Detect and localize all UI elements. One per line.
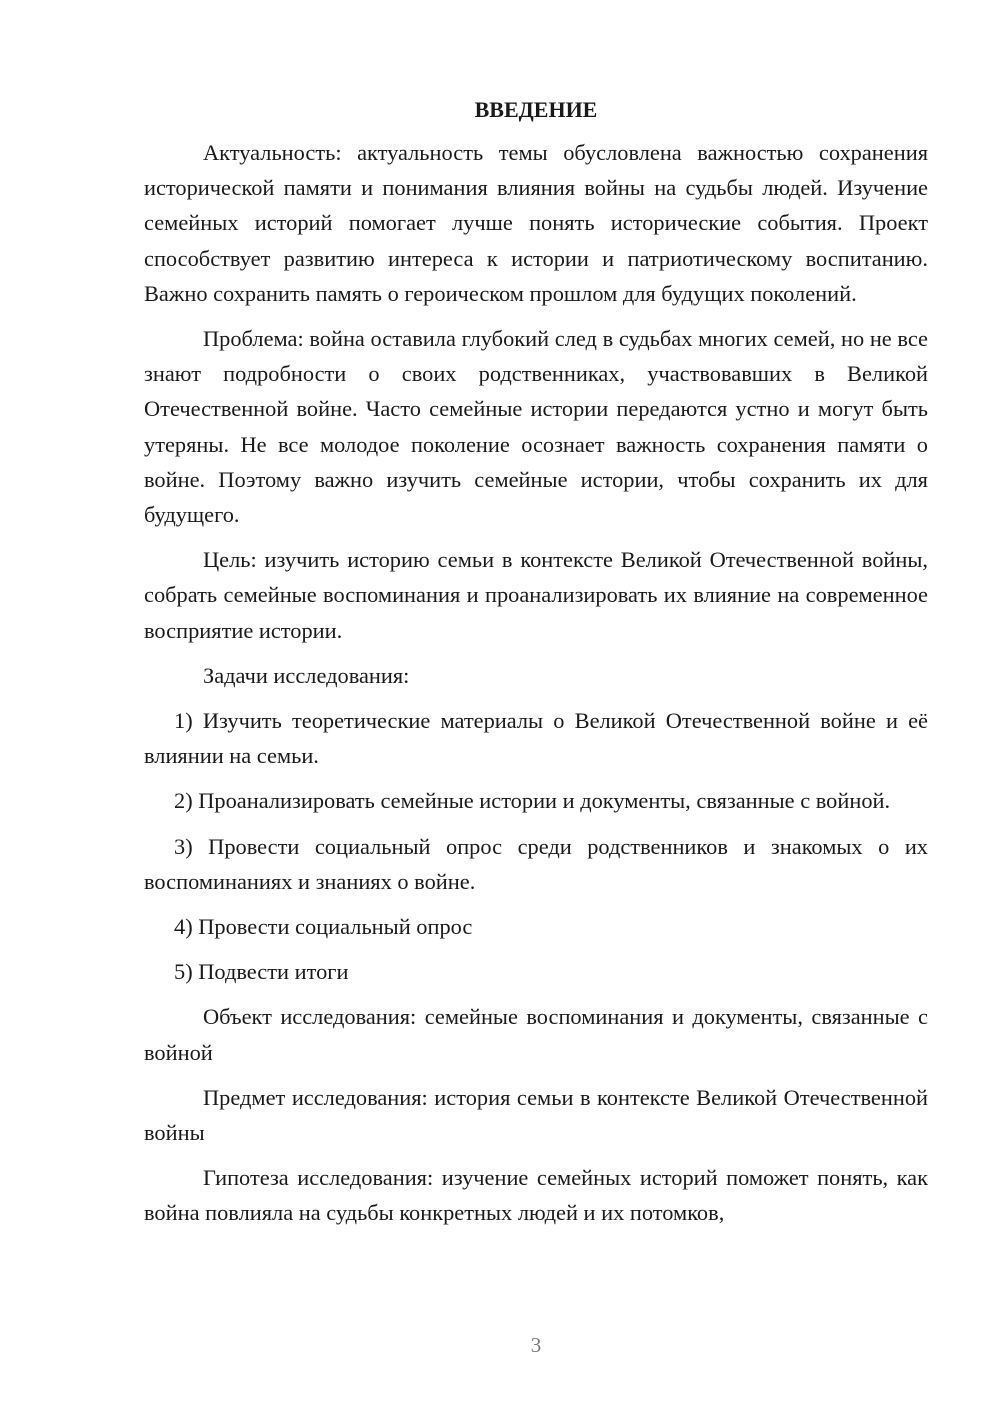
task-item-4: 4) Провести социальный опрос [174,914,473,940]
task-item-5: 5) Подвести итоги [174,959,349,985]
goal-paragraph: Цель: изучить историю семьи в контексте Великой Отечественной войны, собрать семейные воспоминания и проанализировать их влияние на современное восприятие истории. [144,547,928,643]
problem-paragraph: Проблема: война оставила глубокий след в судьбах многих семей, но не все знают подробности о своих родственниках, участвовавших в Великой Отечественной войне. Часто семейные истории передаются устно и могут быть утеряны. Не все молодое поколение осознает важность сохранения памяти о войне. Поэтому важно изучить семейные истории, чтобы сохранить их для будущего. [144,326,928,528]
relevance-paragraph: Актуальность: актуальность темы обусловлена важностью сохранения исторической памяти и понимания влияния войны на судьбы людей. Изучение семейных историй помогает лучше понять исторические события. Проект способствует развитию интереса к истории и патриотическому воспитанию. Важно сохранить память о героическом прошлом для будущих поколений. [144,140,928,306]
task-item-3: 3) Провести социальный опрос среди родственников и знакомых о их воспоминаниях и знаниях о войне. [144,833,928,894]
task-item-2: 2) Проанализировать семейные истории и документы, связанные с войной. [174,788,891,814]
subject-paragraph: Предмет исследования: история семьи в контексте Великой Отечественной войны [144,1084,928,1146]
task-item-1: 1) Изучить теоретические материалы о Великой Отечественной войне и её влиянии на семьи. [144,708,928,769]
tasks-heading: Задачи исследования: [203,662,410,688]
document-page [144,92,928,1241]
page-number: 3 [530,1333,542,1357]
hypothesis-paragraph: Гипотеза исследования: изучение семейных историй поможет понять, как война повлияла на судьбы конкретных людей и их потомков, [144,1165,928,1226]
section-title: ВВЕДЕНИЕ [474,97,598,122]
object-paragraph: Объект исследования: семейные воспоминания и документы, связанные с войной [144,1004,928,1065]
